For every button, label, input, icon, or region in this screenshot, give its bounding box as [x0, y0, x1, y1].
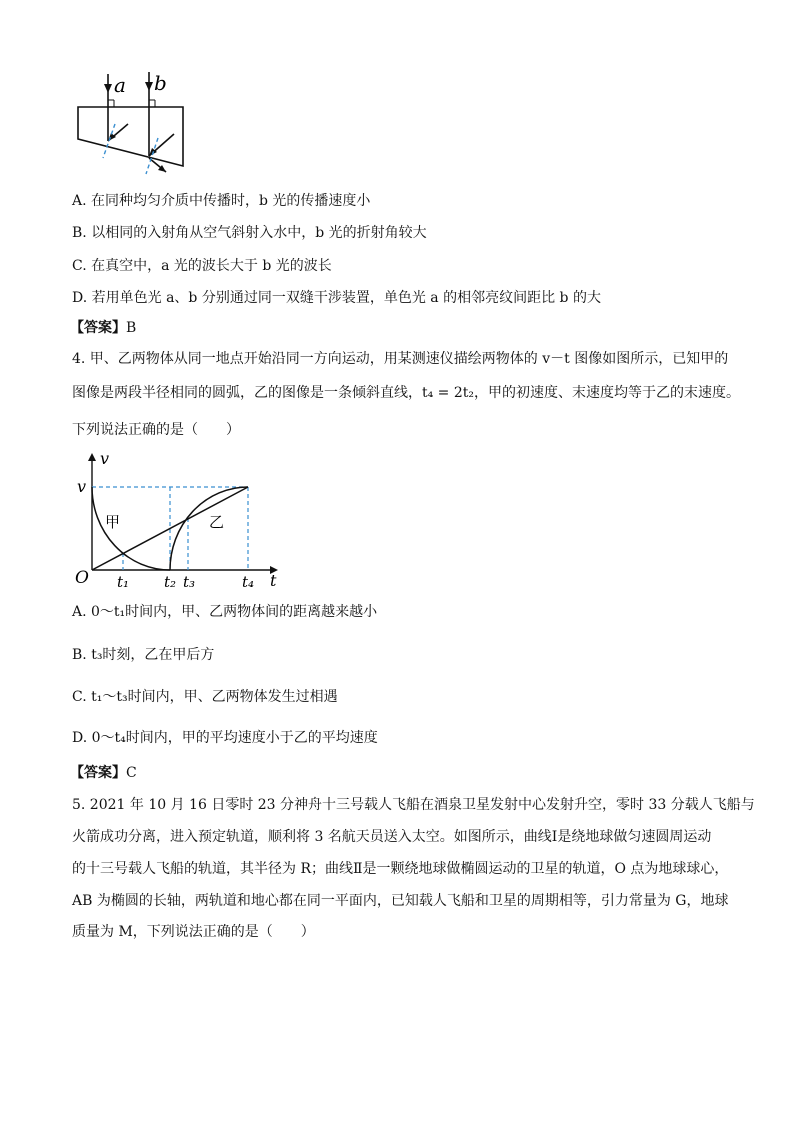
q5-line-1: 5. 2021 年 10 月 16 日零时 23 分神舟十三号载人飞船在酒泉卫星发射中心发射升空，零时 33 分载人飞船与 — [72, 797, 755, 813]
q3-option-d: D. 若用单色光 a、b 分别通过同一双缝干涉装置，单色光 a 的相邻亮纹间距比 b 的大 — [72, 290, 601, 306]
q4-answer-tag: 【答案】 — [70, 765, 126, 781]
label-a: a — [114, 73, 126, 97]
v-axis-label: v — [100, 449, 110, 468]
q5-line-4: AB 为椭圆的长轴，两轨道和地心都在同一平面内，已知载人飞船和卫星的周期相等，引力常量为 G，地球 — [72, 893, 729, 909]
q4-option-d: D. 0～t₄时间内，甲的平均速度小于乙的平均速度 — [72, 730, 378, 746]
vt-graph — [70, 447, 290, 592]
t2-label: t₂ — [164, 573, 177, 591]
prism-figure — [70, 66, 200, 182]
q3-option-a: A. 在同种均匀介质中传播时，b 光的传播速度小 — [72, 193, 371, 209]
q5-line-2: 火箭成功分离，进入预定轨道，顺利将 3 名航天员送入太空。如图所示，曲线Ⅰ是绕地球做匀速圆周运动 — [72, 829, 712, 845]
jia-arc-1 — [92, 487, 170, 570]
v-axis-arrow — [88, 453, 96, 461]
q4-option-a: A. 0～t₁时间内，甲、乙两物体间的距离越来越小 — [72, 604, 378, 620]
q4-stem-line3: 下列说法正确的是（ ） — [72, 422, 240, 438]
t1-label: t₁ — [117, 573, 130, 591]
yi-label: 乙 — [209, 513, 225, 531]
ray-a-arrow — [104, 84, 112, 93]
q3-option-b: B. 以相同的入射角从空气斜射入水中，b 光的折射角较大 — [72, 225, 427, 241]
q3-option-c: C. 在真空中，a 光的波长大于 b 光的波长 — [72, 258, 332, 274]
q3-answer-tag: 【答案】 — [70, 320, 126, 336]
t4-label: t₄ — [242, 573, 255, 591]
q3-answer-value: B — [126, 320, 137, 336]
label-b: b — [154, 71, 167, 95]
v-tick-label: v — [77, 477, 87, 496]
q4-answer-value: C — [126, 765, 137, 781]
q4-option-b: B. t₃时刻，乙在甲后方 — [72, 647, 215, 663]
t-axis-label: t — [270, 571, 277, 590]
ray-b-arrow — [145, 82, 153, 91]
q4-stem-line2: 图像是两段半径相同的圆弧，乙的图像是一条倾斜直线，t₄ = 2t₂，甲的初速度、末速度均等于乙的末速度。 — [72, 385, 741, 401]
q4-answer — [70, 763, 137, 783]
q4-option-c: C. t₁～t₃时间内，甲、乙两物体发生过相遇 — [72, 689, 338, 705]
jia-label: 甲 — [105, 513, 121, 531]
ray-b-dashed-normal — [146, 138, 158, 174]
q5-line-3: 的十三号载人飞船的轨道，其半径为 R；曲线Ⅱ是一颗绕地球做椭圆运动的卫星的轨道，O 点为地球球心， — [72, 861, 729, 877]
prism-outline — [78, 107, 183, 166]
q5-line-5: 质量为 M，下列说法正确的是（ ） — [72, 924, 315, 940]
q4-stem-line1: 4. 甲、乙两物体从同一地点开始沿同一方向运动，用某测速仪描绘两物体的 v－t 图像如图所示，已知甲的 — [72, 351, 729, 367]
origin-label: O — [75, 568, 89, 588]
q3-answer — [70, 318, 136, 338]
t3-label: t₃ — [183, 573, 196, 591]
